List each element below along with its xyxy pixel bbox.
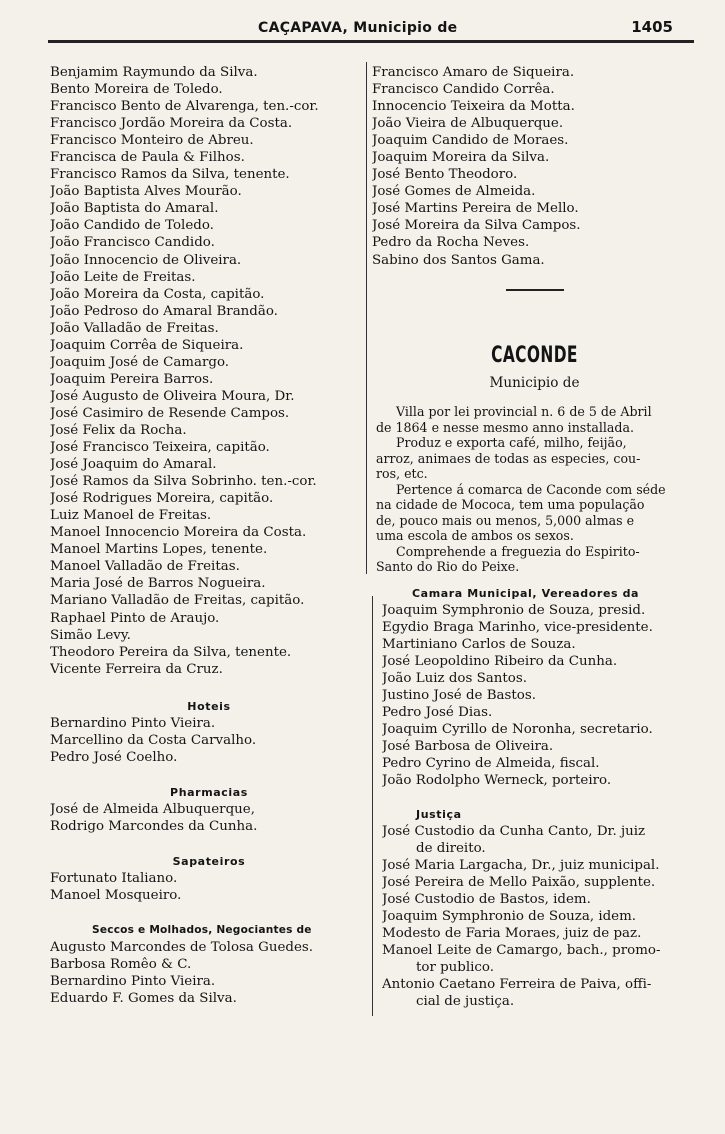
list-item: Eduardo F. Gomes da Silva. <box>50 991 237 1007</box>
list-item: João Pedroso do Amaral Brandão. <box>50 303 278 319</box>
list-item: Sabino dos Santos Gama. <box>372 252 545 268</box>
list-item: José Augusto de Oliveira Moura, Dr. <box>50 388 295 404</box>
description-line: Santo do Rio do Peixe. <box>376 559 520 574</box>
list-item: Mariano Valladão de Freitas, capitão. <box>50 593 305 609</box>
list-item: Fortunato Italiano. <box>50 870 178 886</box>
list-item: Pedro da Rocha Neves. <box>372 235 530 251</box>
list-item: Francisco Candido Corrêa. <box>372 82 555 98</box>
merchant-list <box>50 64 368 678</box>
list-item: Joaquim Symphronio de Souza, presid. <box>382 603 646 618</box>
description-line: Pertence á comarca de Caconde com séde <box>396 481 666 497</box>
list-item: Luiz Manoel de Freitas. <box>50 508 212 524</box>
caconde-title: CACONDE <box>491 343 578 368</box>
list-item: José Felix da Rocha. <box>50 422 187 438</box>
list-item: José Moreira da Silva Campos. <box>372 218 581 234</box>
section-heading-seccos: Seccos e Molhados, Negociantes de <box>92 924 312 937</box>
list-item: José Bento Theodoro. <box>372 167 518 183</box>
list-item: Simão Levy. <box>50 627 131 643</box>
section-heading-pharmacias: Pharmacias <box>170 785 248 799</box>
list-item: Martiniano Carlos de Souza. <box>382 637 576 653</box>
list-item: Bento Moreira de Toledo. <box>50 82 223 98</box>
right-column-top <box>372 64 697 269</box>
list-item: João Candido de Toledo. <box>50 218 214 234</box>
section-heading-hoteis: Hoteis <box>187 699 231 713</box>
list-item: José Barbosa de Oliveira. <box>382 739 554 755</box>
list-item: José Joaquim do Amaral. <box>50 457 217 473</box>
caconde-description <box>376 404 698 575</box>
list-item: João Luiz dos Santos. <box>382 671 527 687</box>
list-item: João Baptista Alves Mourão. <box>50 184 242 200</box>
list-item: Bernardino Pinto Vieira. <box>50 974 216 990</box>
section-heading-justica: Justiça <box>416 807 462 821</box>
list-item: Augusto Marcondes de Tolosa Guedes. <box>50 940 313 956</box>
list-item: Egydio Braga Marinho, vice-presidente. <box>382 620 653 636</box>
description-line: de, pouco mais ou menos, 5,000 almas e <box>376 512 635 528</box>
list-item: Antonio Caetano Ferreira de Paiva, offi- <box>382 976 652 992</box>
list-item: Joaquim Corrêa de Siqueira. <box>50 337 244 353</box>
section-heading-camara: Camara Municipal, Vereadores da <box>412 587 640 600</box>
list-item: José Custodio da Cunha Canto, Dr. juiz <box>382 823 646 839</box>
list-item: Innocencio Teixeira da Motta. <box>372 99 575 115</box>
list-item: Vicente Ferreira da Cruz. <box>50 661 223 677</box>
column-divider <box>372 596 373 1016</box>
list-item: Theodoro Pereira da Silva, tenente. <box>50 644 292 660</box>
list-item: Manoel Valladão de Freitas. <box>50 559 240 575</box>
list-item: Pedro José Dias. <box>382 705 493 721</box>
description-line: de 1864 e nesse mesmo anno installada. <box>376 419 634 435</box>
description-line: na cidade de Mococa, tem uma população <box>376 497 645 512</box>
header-municipio: Municipio de <box>353 20 458 36</box>
list-item: José Pereira de Mello Paixão, supplente. <box>382 874 656 890</box>
description-line: Villa por lei provincial n. 6 de 5 de Abril <box>396 404 652 419</box>
list-item: José Custodio de Bastos, idem. <box>382 891 591 907</box>
list-item: Barbosa Romêo & C. <box>50 957 192 973</box>
list-item: João Baptista do Amaral. <box>50 201 219 217</box>
list-item: tor publico. <box>416 959 495 975</box>
section-rule <box>506 289 564 291</box>
list-item: José Ramos da Silva Sobrinho. ten.-cor. <box>50 474 317 490</box>
list-item: José de Almeida Albuquerque, <box>50 801 255 817</box>
list-item: José Casimiro de Resende Campos. <box>50 405 290 421</box>
description-line: Comprehende a freguezia do Espirito- <box>396 543 640 559</box>
list-item: João Rodolpho Werneck, porteiro. <box>382 773 612 789</box>
header-title <box>258 20 457 36</box>
list-item: Benjamim Raymundo da Silva. <box>50 65 258 80</box>
list-item: Joaquim José de Camargo. <box>50 354 230 370</box>
list-item: Manoel Innocencio Moreira da Costa. <box>50 525 307 541</box>
list-item: Francisco Ramos da Silva, tenente. <box>50 167 290 183</box>
list-item: Justino José de Bastos. <box>382 688 536 704</box>
header-town: CAÇAPAVA, <box>258 20 349 36</box>
list-item: João Francisco Candido. <box>50 235 215 251</box>
list-item: Francisco Monteiro de Abreu. <box>50 133 254 149</box>
list-item: Raphael Pinto de Araujo. <box>50 610 220 626</box>
list-item: José Leopoldino Ribeiro da Cunha. <box>382 654 618 670</box>
list-item: Pedro Cyrino de Almeida, fiscal. <box>382 756 600 772</box>
list-item: de direito. <box>416 840 486 856</box>
list-item: Rodrigo Marcondes da Cunha. <box>50 818 258 834</box>
list-item: Joaquim Symphronio de Souza, idem. <box>382 908 637 924</box>
list-item: José Maria Largacha, Dr., juiz municipal. <box>382 857 660 873</box>
header-rule <box>48 40 694 43</box>
description-line: ros, etc. <box>376 466 428 481</box>
caconde-subtitle: Municipio de <box>489 375 580 391</box>
page-header <box>40 16 695 42</box>
list-item: Modesto de Faria Moraes, juiz de paz. <box>382 925 642 941</box>
description-line: arroz, animaes de todas as especies, cou- <box>376 450 641 466</box>
list-item: Maria José de Barros Nogueira. <box>50 576 266 592</box>
page-number: 1405 <box>631 18 673 36</box>
camara-section <box>382 585 698 1010</box>
list-item: cial de justiça. <box>416 993 515 1009</box>
list-item: Manoel Leite de Camargo, bach., promo- <box>382 942 661 958</box>
section-heading-sapateiros: Sapateiros <box>172 854 246 868</box>
list-item: José Martins Pereira de Mello. <box>372 201 579 217</box>
list-item: Manoel Mosqueiro. <box>50 887 182 903</box>
list-item: Francisca de Paula & Filhos. <box>50 150 245 166</box>
list-item: Francisco Jordão Moreira da Costa. <box>50 116 293 132</box>
list-item: Joaquim Moreira da Silva. <box>372 150 550 166</box>
description-line: Produz e exporta café, milho, feijão, <box>396 435 627 450</box>
list-item: José Rodrigues Moreira, capitão. <box>50 491 274 507</box>
list-item: João Moreira da Costa, capitão. <box>50 286 265 302</box>
description-line: uma escola de ambos os sexos. <box>376 528 574 543</box>
list-item: José Gomes de Almeida. <box>372 184 536 200</box>
list-item: Joaquim Pereira Barros. <box>50 371 214 387</box>
list-item: Pedro José Coelho. <box>50 749 178 765</box>
list-item: João Valladão de Freitas. <box>50 320 219 336</box>
list-item: Manoel Martins Lopes, tenente. <box>50 542 268 558</box>
list-item: João Vieira de Albuquerque. <box>372 116 564 132</box>
list-item: João Leite de Freitas. <box>50 269 196 285</box>
list-item: Bernardino Pinto Vieira. <box>50 715 216 731</box>
list-item: Francisco Bento de Alvarenga, ten.-cor. <box>50 99 319 115</box>
list-item: Joaquim Candido de Moraes. <box>372 133 569 149</box>
list-item: José Francisco Teixeira, capitão. <box>50 440 270 456</box>
list-item: João Innocencio de Oliveira. <box>50 252 242 268</box>
list-item: Francisco Amaro de Siqueira. <box>372 65 575 80</box>
list-item: Marcellino da Costa Carvalho. <box>50 732 257 748</box>
left-column <box>50 64 368 1007</box>
list-item: Joaquim Cyrillo de Noronha, secretario. <box>382 722 653 738</box>
